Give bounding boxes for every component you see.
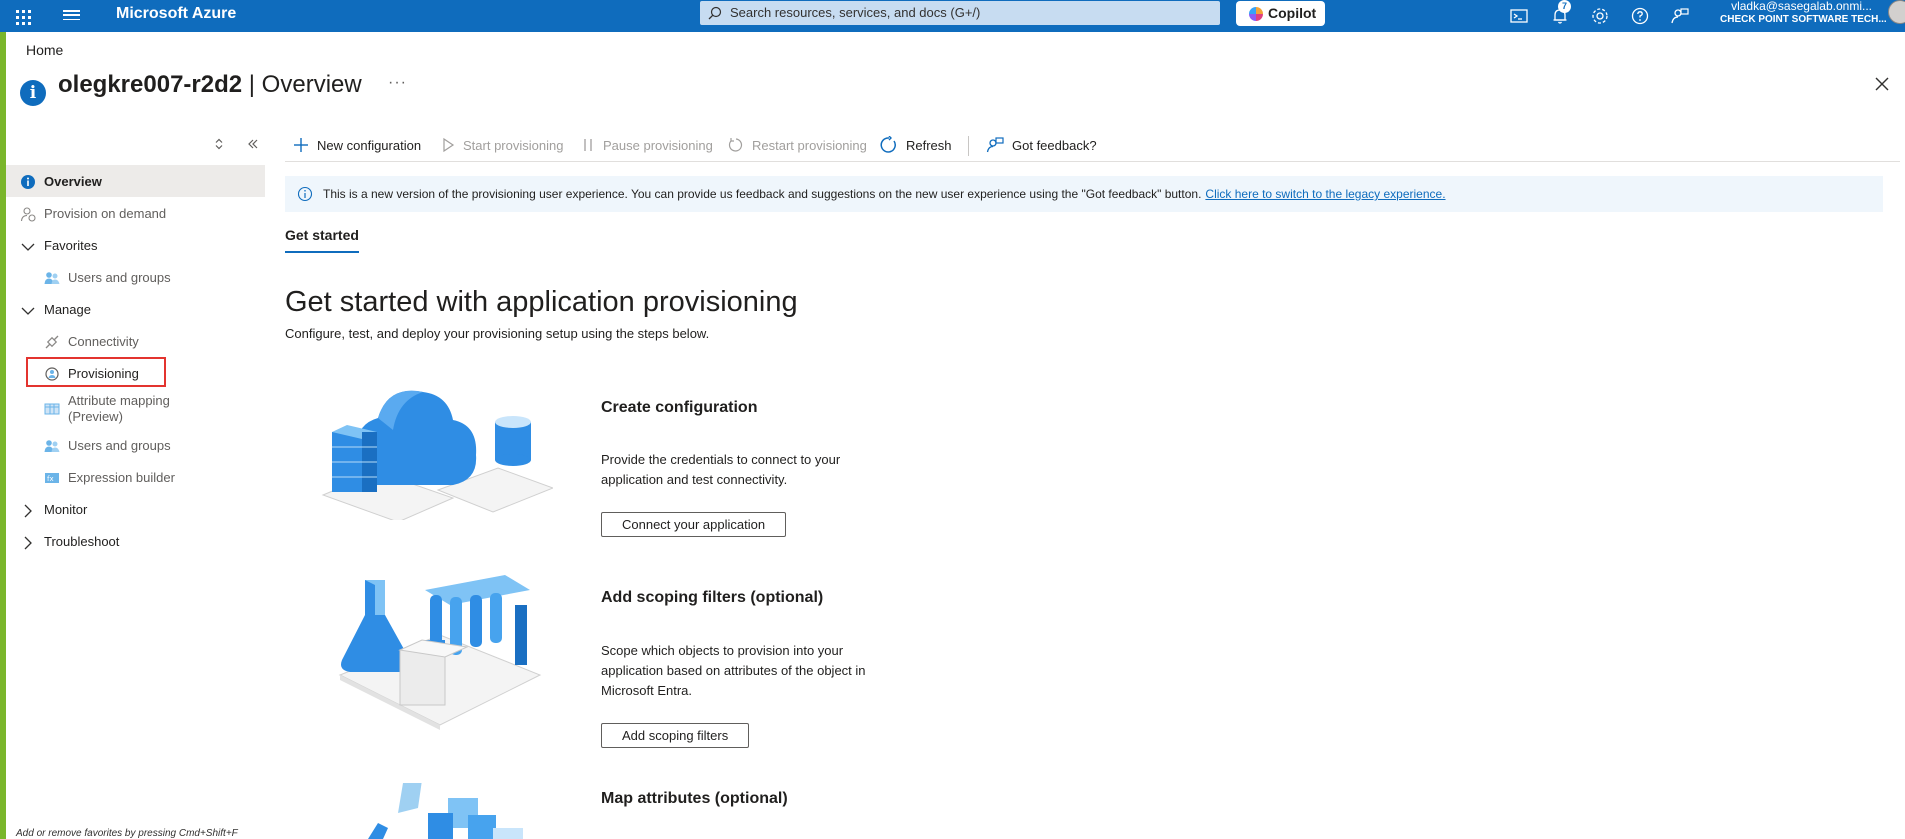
svg-text:fx: fx: [47, 475, 54, 483]
nav-group-label: Troubleshoot: [44, 533, 120, 549]
info-icon: i: [20, 80, 46, 106]
portal-menu-icon[interactable]: [63, 8, 80, 22]
account-info[interactable]: [1720, 0, 1887, 26]
highlight-box: [26, 357, 166, 387]
table-grid-icon: [44, 401, 60, 417]
plug-icon: [44, 334, 60, 350]
start-provisioning-button[interactable]: [441, 134, 563, 156]
nav-item-label: Provision on demand: [44, 205, 167, 221]
brand-title[interactable]: Microsoft Azure: [116, 5, 237, 22]
chevron-right-icon: [20, 535, 36, 551]
step-create-configuration-desc: Provide the credentials to connect to your application and test connectivity.: [601, 452, 841, 487]
map-attributes-illustration: [368, 783, 528, 839]
info-circle-icon: [297, 186, 313, 202]
nav-group-label: Manage: [44, 301, 91, 317]
refresh-button[interactable]: [880, 134, 952, 156]
account-org: CHECK POINT SOFTWARE TECH...: [1720, 14, 1887, 25]
banner-text: This is a new version of the provisioning user experience. You can provide us feedback and suggestions on the new user experience using the "Got feedback" button.: [323, 187, 1202, 201]
nav-item-label: Users and groups: [68, 269, 171, 285]
search-placeholder: Search resources, services, and docs (G+/): [730, 5, 981, 20]
chevron-down-icon: [20, 239, 36, 255]
restart-icon: [728, 137, 744, 153]
more-options-icon[interactable]: ···: [388, 74, 407, 91]
new-configuration-button[interactable]: [293, 134, 421, 156]
step-map-attributes-title: Map attributes (optional): [601, 790, 788, 807]
app-launcher-icon[interactable]: [12, 6, 32, 26]
page-title-section: | Overview: [242, 71, 362, 98]
page-title-resource: olegkre007-r2d2: [58, 71, 243, 98]
copilot-button[interactable]: [1236, 1, 1325, 26]
nav-item-provision-on-demand[interactable]: [6, 197, 265, 229]
nav-group-label: Favorites: [44, 237, 98, 253]
close-icon[interactable]: [1874, 76, 1890, 92]
users-icon: [44, 270, 60, 286]
step-scoping-filters-desc: Scope which objects to provision into your application based on attributes of the object in Microsoft Entra.: [601, 643, 866, 698]
account-email: vladka@sasegalab.onmi...: [1731, 0, 1872, 13]
step-scoping-filters-title: Add scoping filters (optional): [601, 589, 824, 606]
toolbar-divider: [968, 136, 969, 156]
breadcrumb[interactable]: Home: [26, 42, 64, 58]
info-banner: [285, 176, 1883, 212]
cloud-connection-illustration: [318, 380, 553, 520]
search-icon: [708, 6, 722, 20]
users-icon: [44, 438, 60, 454]
nav-item-label: Connectivity: [68, 333, 139, 349]
notification-badge: 7: [1558, 0, 1571, 13]
tab-get-started[interactable]: Get started: [285, 227, 359, 253]
feedback-icon[interactable]: [1668, 4, 1692, 28]
connect-your-application-button[interactable]: Connect your application: [601, 512, 786, 537]
got-feedback-button[interactable]: [986, 134, 1097, 156]
nav-group-favorites[interactable]: [6, 229, 265, 261]
nav-item-label: Attribute mapping (Preview): [68, 393, 170, 424]
refresh-icon: [880, 136, 898, 154]
top-bar: [0, 0, 1905, 32]
info-icon: [20, 174, 36, 190]
search-input[interactable]: [700, 1, 1220, 25]
legacy-experience-link[interactable]: Click here to switch to the legacy experience.: [1205, 187, 1446, 201]
new-configuration-label: New configuration: [317, 137, 422, 153]
copilot-icon: [1249, 7, 1263, 21]
gear-icon[interactable]: [1588, 4, 1612, 28]
nav-item-label: Users and groups: [68, 437, 171, 453]
nav-item-connectivity[interactable]: [6, 325, 265, 357]
nav-item-users-and-groups-fav[interactable]: [6, 261, 265, 293]
start-provisioning-label: Start provisioning: [463, 137, 564, 153]
sort-updown-icon[interactable]: [214, 138, 224, 150]
nav-group-label: Monitor: [44, 501, 88, 517]
add-scoping-filters-button[interactable]: Add scoping filters: [601, 723, 749, 748]
avatar[interactable]: [1888, 0, 1905, 24]
nav-group-manage[interactable]: [6, 293, 265, 325]
refresh-label: Refresh: [906, 137, 952, 153]
nav-item-users-and-groups[interactable]: [6, 429, 265, 461]
lab-flask-illustration: [330, 575, 545, 730]
step-create-configuration-title: Create configuration: [601, 399, 758, 416]
pause-provisioning-button[interactable]: [581, 134, 713, 156]
feedback-icon: [986, 136, 1004, 154]
command-bar: [285, 130, 1900, 162]
nav-item-label: Provisioning: [68, 365, 139, 381]
restart-provisioning-label: Restart provisioning: [752, 137, 867, 153]
nav-item-attribute-mapping[interactable]: [6, 389, 265, 429]
got-feedback-label: Got feedback?: [1012, 137, 1097, 153]
main-subheading: Configure, test, and deploy your provisioning setup using the steps below.: [285, 326, 710, 341]
play-icon: [441, 137, 455, 153]
collapse-menu-icon[interactable]: [247, 138, 259, 150]
nav-item-label: Expression builder: [68, 469, 175, 485]
chevron-right-icon: [20, 503, 36, 519]
nav-item-overview[interactable]: [6, 165, 265, 197]
plus-icon: [293, 137, 309, 153]
help-icon[interactable]: [1628, 4, 1652, 28]
restart-provisioning-button[interactable]: [728, 134, 867, 156]
expression-icon: [44, 470, 60, 486]
nav-group-troubleshoot[interactable]: [6, 525, 265, 557]
copilot-label: Copilot: [1268, 5, 1317, 21]
favorites-hint: Add or remove favorites by pressing Cmd+Shift+F: [16, 828, 238, 839]
cloud-shell-icon[interactable]: [1507, 4, 1531, 28]
pause-icon: [581, 137, 595, 153]
nav-item-expression-builder[interactable]: [6, 461, 265, 493]
person-sync-icon: [20, 206, 36, 222]
nav-group-monitor[interactable]: [6, 493, 265, 525]
main-heading: Get started with application provisioning: [285, 286, 798, 318]
nav-item-label: Overview: [44, 173, 102, 189]
page-title: [58, 71, 362, 99]
chevron-down-icon: [20, 303, 36, 319]
pause-provisioning-label: Pause provisioning: [603, 137, 713, 153]
